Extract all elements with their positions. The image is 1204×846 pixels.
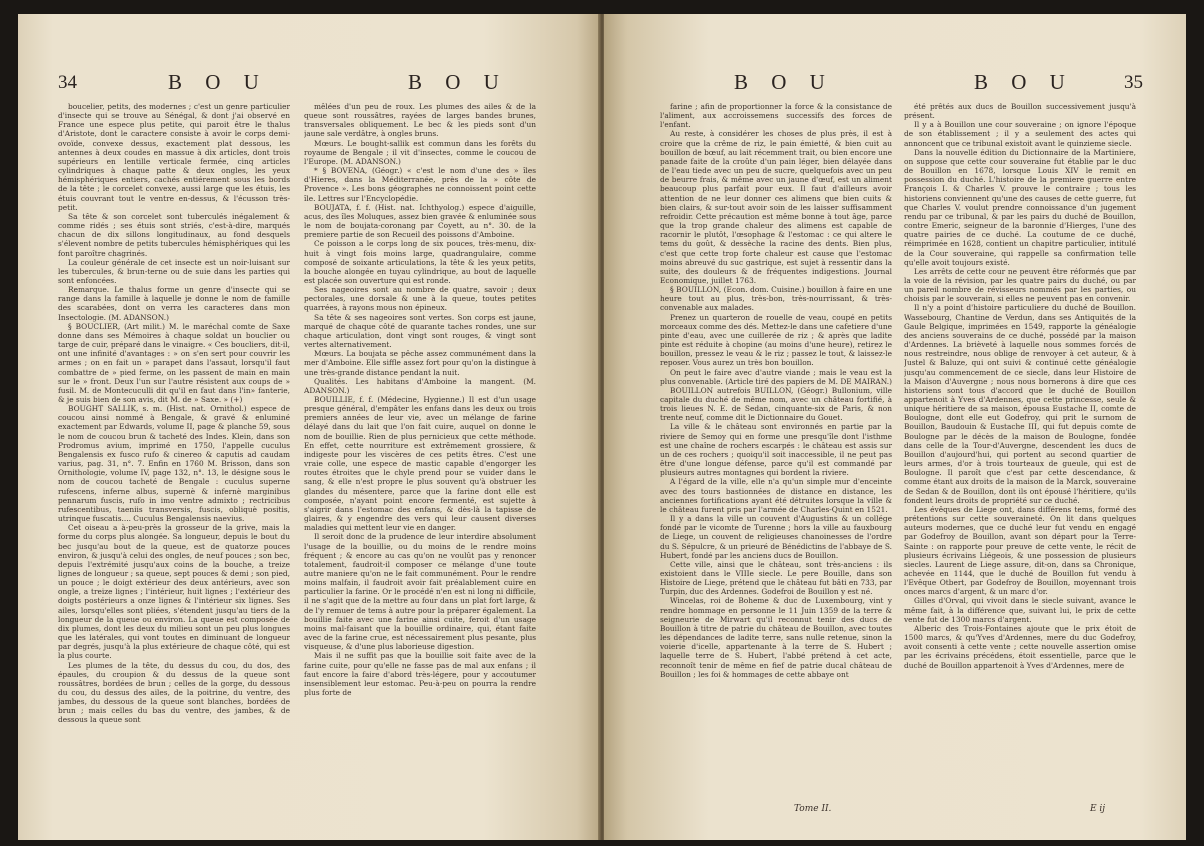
- paragraph: La ville & le château sont environnés en partie par la riviere de Semoy qui en forme une presqu'île dont l'isthme est une chaîne de rochers escarpés : le château est assis sur un de ces rochers ; quoiqu'il soit inaccessible, il ne peut pas être d'une longue défense, parce qu'il est commandé par plusieurs autres montagnes qui bordent la riviere.: [660, 422, 892, 478]
- paragraph: La couleur générale de cet insecte est un noir-luisant sur les tubercules, & brun-terne ou de suie dans les parties qui sont enfoncées.: [58, 257, 290, 285]
- paragraph: Les évêques de Liege ont, dans différens tems, formé des prétentions sur cette souveraineté. On lit dans quelques auteurs modernes, que ce duché leur fut vendu en engagé par Godefroy de Bouillon, avant son départ pour la Terre-Sainte : on rapporte pour preuve de cette vente, le récit de plusieurs écrivains Liégeois, & une possession de plusieurs siecles. Laurent de Liege assure, dit-on, dans sa Chronique, achevée en 1144, que le duché de Bouillon fut vendu à l'Evêque Otbert, par Godefroy de Bouillon, moyennant trois onces marcs d'argent, & un marc d'or.: [904, 504, 1136, 597]
- running-head-left-col1: B O U: [168, 70, 268, 94]
- paragraph: Ce poisson a le corps long de six pouces, très-menu, dix-huit à vingt fois moins large, quadrangulaire, comme composé de soixante articulations, la tête & les yeux petits, la bouche alongée en tuyau cylindrique, au bout de laquelle est placée son ouverture qui est ronde.: [304, 239, 536, 285]
- book-spread: [18, 14, 1186, 840]
- paragraph: Cette ville, ainsi que le château, sont très-anciens : ils existoient dans le VIIIe siecle. Le pere Bouille, dans son Histoire de Liege, prétend que le château fut bâti en 733, par Turpin, duc des Ardennes. Godefroi de Bouillon y est né.: [660, 559, 892, 597]
- paragraph: Gilles d'Orval, qui vivoit dans le siecle suivant, avance le même fait, à la différence que, suivant lui, le prix de cette vente fut de 1300 marcs d'argent.: [904, 596, 1136, 624]
- page-number-right: 35: [1124, 72, 1143, 93]
- paragraph: Il seroit donc de la prudence de leur interdire absolument l'usage de la bouillie, ou du moins de le rendre moins fréquent ; & encore au cas qu'on ne voulût pas y renoncer totalement, faudroit-il composer ce mélange d'une toute autre maniere qu'on ne le fait communément. Pour le rendre moins malfain, il faudroit avoir fait préalablement cuire en particulier la farine. Or le procédé n'en est ni long ni difficile, il ne s'agit que de la mettre au four dans un plat fort large, & de l'y remuer de tems à autre pour la préparer également. La bouillie faite avec une farine ainsi cuite, feroit d'un usage moins mal-faisant que la bouillie ordinaire, qui, étant faite avec de la farine crue, est nécessairement plus pesante, plus visqueuse, & d'une plus laborieuse digestion.: [304, 532, 536, 652]
- paragraph: On peut le faire avec d'autre viande ; mais le veau est la plus convenable. (Article tiré des papiers de M. DE MAIRAN.): [660, 367, 892, 386]
- paragraph: A l'égard de la ville, elle n'a qu'un simple mur d'enceinte avec des tours bastionnées de distance en distance, les anciennes fortifications ayant été détruites lorsque la ville & le château furent pris par l'armée de Charles-Quint en 1521.: [660, 477, 892, 514]
- running-head-right-col2: B O U: [974, 70, 1074, 94]
- paragraph: Il n'y a point d'histoire particuliere du duché de Bouillon. Wassebourg, Chantine de Verdun, dans ses Antiquités de la Gaule Belgique, imprimées en 1549, rapporte la généalogie des anciens souverains de ce duché, possédé par la maison d'Ardennes. La brièveté à laquelle nous sommes forcés de nous restreindre, nous oblige de renvoyer à cet auteur, & à Justel & Baluze, qui ont suivi & continué cette généalogie jusqu'au commencement de ce siecle, dans leur Histoire de la Maison d'Auvergne ; nous nous bornerons à dire que ces historiens sont tous d'accord que le duché de Bouillon appartenoit à Yves d'Ardennes, que cette princesse, seule & unique héritiere de sa maison, épousa Eustache II, comte de Boulogne, dont elle eut Godefroy, qui prit le surnom de Bouillon, Baudouin & Eustache III, qui fut depuis comte de Boulogne par le décès de la maison de Boulogne, fondée dans celle de la Tour-d'Auvergne, descendent les ducs de Bouillon d'aujourd'hui, qui portent au second quartier de leurs armes, d'or à trois tourteaux de gueule, qui est de Boulogne. Il paroît que c'est par cette descendance, & comme étant aux droits de la maison de la Marck, souveraine de Sedan & de Bouillon, dont ils ont épousé l'héritiere, qu'ils fondent leurs droits de propriété sur ce duché.: [904, 303, 1136, 505]
- paragraph: Ses nageoires sont au nombre de quatre, savoir ; deux pectorales, une dorsale & une à la queue, toutes petites quarrées, à rayons mous non épineux.: [304, 285, 536, 313]
- paragraph: été prêtés aux ducs de Bouillon successivement jusqu'à présent.: [904, 102, 1136, 121]
- running-head-left-col2: B O U: [408, 70, 508, 94]
- paragraph: Les arrêts de cette cour ne peuvent être réformés que par la voie de la révision, par les quatre pairs du duché, ou par un pareil nombre de révisseurs nommés par les parties, ou choisis par le souverain, si elles ne peuvent pas en convenir.: [904, 266, 1136, 304]
- paragraph: Dans la nouvelle édition du Dictionnaire de la Martiniere, on suppose que cette cour souveraine fut établie par le duc de Bouillon en 1678, lorsque Louis XIV le remit en possession du duché. L'histoire de la premiere guerre entre François I. & Charles V. prouve le contraire ; tous les historiens conviennent qu'une des causes de cette guerre, fut que Charles V. voulut prendre connoissance d'un jugement rendu par ce tribunal, & par les pairs du duché de Bouillon, contre Emeric, seigneur de la baronnie d'Hierges, l'une des quatre pairies de ce duché. La coutume de ce duché, réimprimée en 1628, contient un chapitre particulier, intitulé de la Cour souveraine, qui rappelle sa confirmation telle qu'elle avoit toujours existé.: [904, 147, 1136, 267]
- paragraph: farine ; afin de proportionner la force & la consistance de l'aliment, aux accroissemens successifs des forces de l'enfant.: [660, 102, 892, 130]
- left-page-header: [18, 72, 600, 102]
- paragraph: Prenez un quarteron de rouelle de veau, coupé en petits morceaux comme des dés. Mettez-le dans une cafetiere d'une pinte d'eau, avec une cuillerée de riz ; & après que ladite pinte est réduite à chopine (au moins d'une heure), retirez le bouillon, pressez le veau & le riz ; passez le tout, & laissez-le reposer. Vous aurez un très bon bouillon.: [660, 312, 892, 368]
- volume-signature: Tome II.: [794, 804, 832, 814]
- paragraph: Mœurs. La boujata se pêche assez communément dans la mer d'Amboine. Elle siffle assez fort pour qu'on la distingue à une très-grande distance pendant la nuit.: [304, 349, 536, 377]
- paragraph: Sa tête & ses nageoires sont vertes. Son corps est jaune, marqué de chaque côté de quarante taches rondes, une sur chaque articulation, dont vingt sont rouges, & vingt sont vertes alternativement.: [304, 312, 536, 350]
- right-page-column-2: [904, 102, 1136, 802]
- paragraph: mêlées d'un peu de roux. Les plumes des ailes & de la queue sont roussâtres, rayées de larges bandes brunes, transversales obliquement. Le bec & les pieds sont d'un jaune sale verdâtre, à ongles bruns.: [304, 102, 536, 139]
- paragraph: BOUJATA, f. f. (Hist. nat. Ichthyolog.) espece d'aiguille, acus, des îles Moluques, assez bien gravée & enluminée sous le nom de boujata-coronang par Coyett, au n°. 30. de la premiere partie de son Recueil des poissons d'Amboine.: [304, 202, 536, 240]
- paragraph: Au reste, à considérer les choses de plus près, il est à croire que la crême de riz, le pain émietté, & bien cuit au bouillon de bœuf, au lait récemment trait, ou bien encore une panade faite de la croûte d'un pain léger, bien délayée dans de l'eau tiede avec un peu de sucre, quelquefois avec un peu de beurre frais, & même avec un jaune d'œuf, est un aliment beaucoup plus parfait pour eux. Il faut d'ailleurs avoir attention de ne leur donner ces alimens que bien cuits & bien clairs, & sur-tout avoir soin de les laisser suffisamment refroidir. Cette précaution est même bonne à tout âge, parce que la trop grande chaleur des alimens est capable de racornir le plutôt, l'œsophage & l'estomac : ce qui altere le tems du goût, & dessèche la racine des dents. Bien plus, c'est que cette trop forte chaleur est cause que l'estomac moins abreuvé du suc gastrique, est sujet à ressentir dans la suite, des douleurs & de fréquentes indigestions. Journal Economique, juillet 1763.: [660, 129, 892, 285]
- paragraph: BOUGHT SALLIK, s. m. (Hist. nat. Ornithol.) espece de coucou ainsi nommé à Bengale, & gravé & enluminé exactement par Edwards, volume II, page & planche 59, sous le nom de coucou brun & tacheté des Indes. Klein, dans son Prodromus avium, imprimé en 1750, l'appelle cuculus Bengalensis ex fusco rufo & cinereo & caputis ad caudam varius, pag. 31, n°. 7. Enfin en 1760 M. Brisson, dans son Ornithologie, volume IV, page 132, n°. 13, le désigne sous le nom de coucou tacheté de Bengale : cuculus superne rufescens, inferne albus, supernè & infernè marginibus pennarum fuscis, rufo in imo ventre admixto ; rectricibus rufescentibus, taeniis transversis, fuscis, obliquè positis, utrinque fuscatis.... Cuculus Bengalensis naevius.: [58, 404, 290, 524]
- paragraph: Alberic des Trois-Fontaines ajoute que le prix étoit de 1500 marcs, & qu'Yves d'Ardennes, mere du duc Godefroy, avoit consenti à cette vente ; cette nouvelle assertion omise par les écrivains précédens, étoit essentielle, parce que le duché de Bouillon appartenoit à Yves d'Ardennes, mere de: [904, 623, 1136, 670]
- paragraph: § BOUCLIER, (Art milit.) M. le maréchal comte de Saxe donne dans ses Mémoires à chaque soldat un bouclier ou targe de cuir, préparé dans le vinaigre. « Ces boucliers, dit-il, ont une infinité d'avantages : » on s'en sert pour couvrir les armes ; on en fait un » parapet dans l'assaut, lorsqu'il faut combattre de » pied ferme, on les passent de main en main sur le » front. Deux l'un sur l'autre résistent aux coups de » fusil. M. de Montecuculli dit qu'il en faut dans l'in» fanterie, & je suis bien de son avis, dit M. de » Saxe. » (+): [58, 321, 290, 404]
- left-page-column-1: [58, 102, 290, 802]
- paragraph: Il y a dans la ville un couvent d'Augustins & un collége fondé par le vicomte de Turenne ; hors la ville au fauxbourg de Liege, un couvent de religieuses chanoinesses de l'ordre du S. Sépulcre, & un prieuré de Bénédictins de l'abbaye de S. Hubert, fondé par les anciens ducs de Bouillon.: [660, 514, 892, 560]
- paragraph: BOUILLON autrefois BUILLON, (Géogr.) Bullonium, ville capitale du duché de même nom, avec un château fortifié, à trois lieues N. E. de Sedan, cinquante-six de Paris, & non trente neuf, comme dit le Dictionnaire du Gouet.: [660, 385, 892, 423]
- right-page-column-1: [660, 102, 892, 802]
- right-page-header: [604, 72, 1186, 102]
- right-page: [604, 14, 1186, 840]
- paragraph: Qualités. Les habitans d'Amboine la mangent. (M. ADANSON.): [304, 376, 536, 395]
- paragraph: Sa tête & son corcelet sont tuberculés inégalement & comme ridés ; ses étuis sont striés, c'est-à-dire, marqués chacun de dix sillons longitudinaux, au fond desquels s'élevent nombre de petits tubercules hémisphériques qui les font paroître chagrinés.: [58, 211, 290, 258]
- paragraph: § BOUILLON, (Econ. dom. Cuisine.) bouillon à faire en une heure tout au plus, très-bon, très-nourrissant, & très-convenable aux malades.: [660, 285, 892, 313]
- paragraph: * § BOVENA, (Géogr.) « c'est le nom d'une des » îles d'Hieres, dans la Méditerranée, près de la » côte de Provence ». Les bons géographes ne connoissent point cette île. Lettres sur l'Encyclopédie.: [304, 166, 536, 203]
- paragraph: Mœurs. Le bought-sallik est commun dans les forêts du royaume de Bengale ; il vit d'insectes, comme le coucou de l'Europe. (M. ADANSON.): [304, 138, 536, 166]
- left-page-column-2: [304, 102, 536, 802]
- paragraph: Wincelas, roi de Boheme & duc de Luxembourg, vint y rendre hommage en personne le 11 Juin 1359 de la terre & seigneurie de Mirwart qu'il reconnut tenir des ducs de Bouillon à titre de patrie du château de Bouillon, avec toutes les dépendances de ladite terre, sans nulle retenue, sinon la voierie d'icelle, appartenante à la terre de S. Hubert ; laquelle terre de S. Hubert, l'abbé prétend à cet acte, reconnoît tenir de même en fief de patrie ducal château de Bouillon ; les foi & hommages de cette abbaye ont: [660, 596, 892, 679]
- paragraph: boucelier, petits, des modernes ; c'est un genre particulier d'insecte qui se trouve au Sénégal, & dont j'ai observé en France une espece plus petite, qui paroit être le thalus d'Aristote, dont le caractere consiste à avoir le corps demi-ovoïde, convexe dessus, exactement plat dessous, les antennes à deux coudes en massue à dix articles, dont trois supérieurs en lentille verticale fermée, cinq articles cylindriques à chaque patte & deux ongles, les yeux hémisphériques entiers, cachés entiérement sous les bords de la tête ; le corcelet convexe, aussi large que les étuis, les étuis couvrant tout le ventre en-dessus, & l'écusson très-petit.: [58, 102, 290, 212]
- paragraph: Cet oiseau a à-peu-près la grosseur de la grive, mais la forme du corps plus alongée. Sa longueur, depuis le bout du bec jusqu'au bout de la queue, est de quatorze pouces environ, & jusqu'à celui des ongles, de neuf pouces ; son bec, depuis l'extrémité jusqu'aux coins de la bouche, a treize lignes de longueur ; sa queue, sept pouces & demi ; son pied, un pouce ; le doigt extérieur des deux antérieurs, avec son ongle, a treize lignes ; l'intérieur, huit lignes ; l'extérieur des doigts postérieurs a onze lignes & l'intérieur six lignes. Ses ailes, lorsqu'elles sont pliées, s'étendent jusqu'au tiers de la longueur de la queue ou environ. La queue est composée de dix plumes, dont les deux du milieu sont un peu plus longues que les latérales, qui vont toutes en diminuant de longueur par degrés, jusqu'à la plus extérieure de chaque côté, qui est la plus courte.: [58, 523, 290, 661]
- paragraph: Remarque. Le thalus forme un genre d'insecte qui se range dans la famille à laquelle je donne le nom de famille des scarabées, dont on verra les caracteres dans mon Insectologie. (M. ADANSON.): [58, 285, 290, 322]
- paragraph: Mais il ne suffit pas que la bouillie soit faite avec de la farine cuite, pour qu'elle ne fasse pas de mal aux enfans ; il faut encore la faire d'abord très-légere, pour y accoutumer insensiblement leur estomac. Peu-à-peu on pourra la rendre plus forte de: [304, 651, 536, 697]
- gathering-signature: E ij: [1090, 804, 1106, 814]
- paragraph: Les plumes de la tête, du dessus du cou, du dos, des épaules, du croupion & du dessus de la queue sont roussâtres, bordées de brun ; celles de la gorge, du dessous du cou, du dessus des ailes, de la poitrine, du ventre, des jambes, du dessous de la queue sont blanches, bordées de brun ; mais celles du bas du ventre, des jambes, & de dessous la queue sont: [58, 660, 290, 725]
- left-page: [18, 14, 600, 840]
- running-head-right-col1: B O U: [734, 70, 834, 94]
- paragraph: BOUILLIE, f. f. (Médecine, Hygienne.) Il est d'un usage presque général, d'empâter les enfans dans les deux ou trois premiers années de leur vie, avec un mélange de farine délayé dans du lait que l'on fait cuire, auquel on donne le nom de bouillie. Rien de plus pernicieux que cette méthode. En effet, cette nourriture est extrêmement grossiere, & indigeste pour les viscères de ces petits êtres. C'est une vraie colle, une espece de mastic capable d'engorger les routes étroites que le chyle prend pour se vuider dans le sang, & elle n'est propre le plus souvent qu'à obstruer les glandes du mésentere, parce que la farine dont elle est composée, n'ayant point encore fermenté, est sujette à s'aigrir dans l'estomac des enfans, & dès-là la tapisse de glaires, & y engendre des vers qui leur causent diverses maladies qui mettent leur vie en danger.: [304, 395, 536, 533]
- paragraph: Il y a à Bouillon une cour souveraine ; on ignore l'époque de son établissement ; il y a seulement des actes qui annoncent que ce tribunal existoit avant le quinzieme siecle.: [904, 120, 1136, 148]
- page-number-left: 34: [58, 72, 77, 93]
